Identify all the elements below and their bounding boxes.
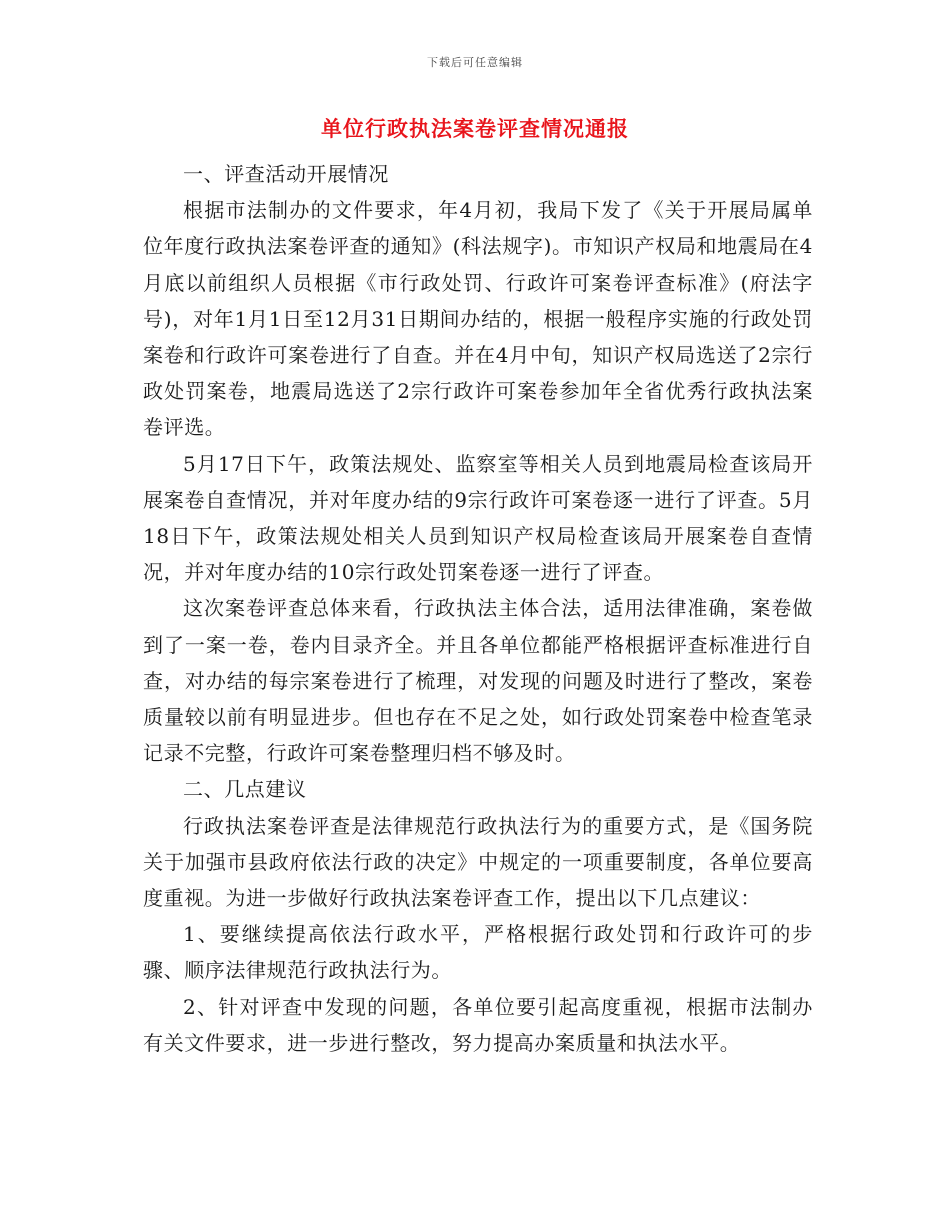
- header-note: 下载后可任意编辑: [427, 56, 523, 69]
- paragraph-5: 1、要继续提高依法行政水平，严格根据行政处罚和行政许可的步骤、顺序法律规范行政执法行为。: [143, 922, 813, 983]
- paragraph-1: 根据市法制办的文件要求，年4月初，我局下发了《关于开展局属单位年度行政执法案卷评查的通知》(科法规字)。市知识产权局和地震局在4月底以前组织人员根据《市行政处罚、行政许可案卷评查标准》(府法字号)，对年1月1日至12月31日期间办结的，根据一般程序实施的行政处罚案卷和行政许可案卷进行了自查。并在4月中旬，知识产权局选送了2宗行政处罚案卷，地震局选送了2宗行政许可案卷参加年全省优秀行政执法案卷评选。: [143, 198, 813, 440]
- document-body: [143, 156, 813, 1061]
- section-heading-1: 一、评查活动开展情况: [183, 162, 389, 186]
- paragraph-6: 2、针对评查中发现的问题，各单位要引起高度重视，根据市法制办有关文件要求，进一步进行整改，努力提高办案质量和执法水平。: [143, 994, 813, 1055]
- paragraph-4: 行政执法案卷评查是法律规范行政执法行为的重要方式，是《国务院关于加强市县政府依法行政的决定》中规定的一项重要制度，各单位要高度重视。为进一步做好行政执法案卷评查工作，提出以下几点建议：: [143, 813, 813, 911]
- document-title: 单位行政执法案卷评查情况通报: [321, 116, 629, 141]
- paragraph-2: 5月17日下午，政策法规处、监察室等相关人员到地震局检查该局开展案卷自查情况，并对年度办结的9宗行政许可案卷逐一进行了评查。5月18日下午，政策法规处相关人员到知识产权局检查该局开展案卷自查情况，并对年度办结的10宗行政处罚案卷逐一进行了评查。: [143, 451, 813, 585]
- paragraph-3: 这次案卷评查总体来看，行政执法主体合法，适用法律准确，案卷做到了一案一卷，卷内目录齐全。并且各单位都能严格根据评查标准进行自查，对办结的每宗案卷进行了梳理，对发现的问题及时进行了整改，案卷质量较以前有明显进步。但也存在不足之处，如行政处罚案卷中检查笔录记录不完整，行政许可案卷整理归档不够及时。: [143, 596, 813, 766]
- section-heading-2: 二、几点建议: [183, 777, 307, 802]
